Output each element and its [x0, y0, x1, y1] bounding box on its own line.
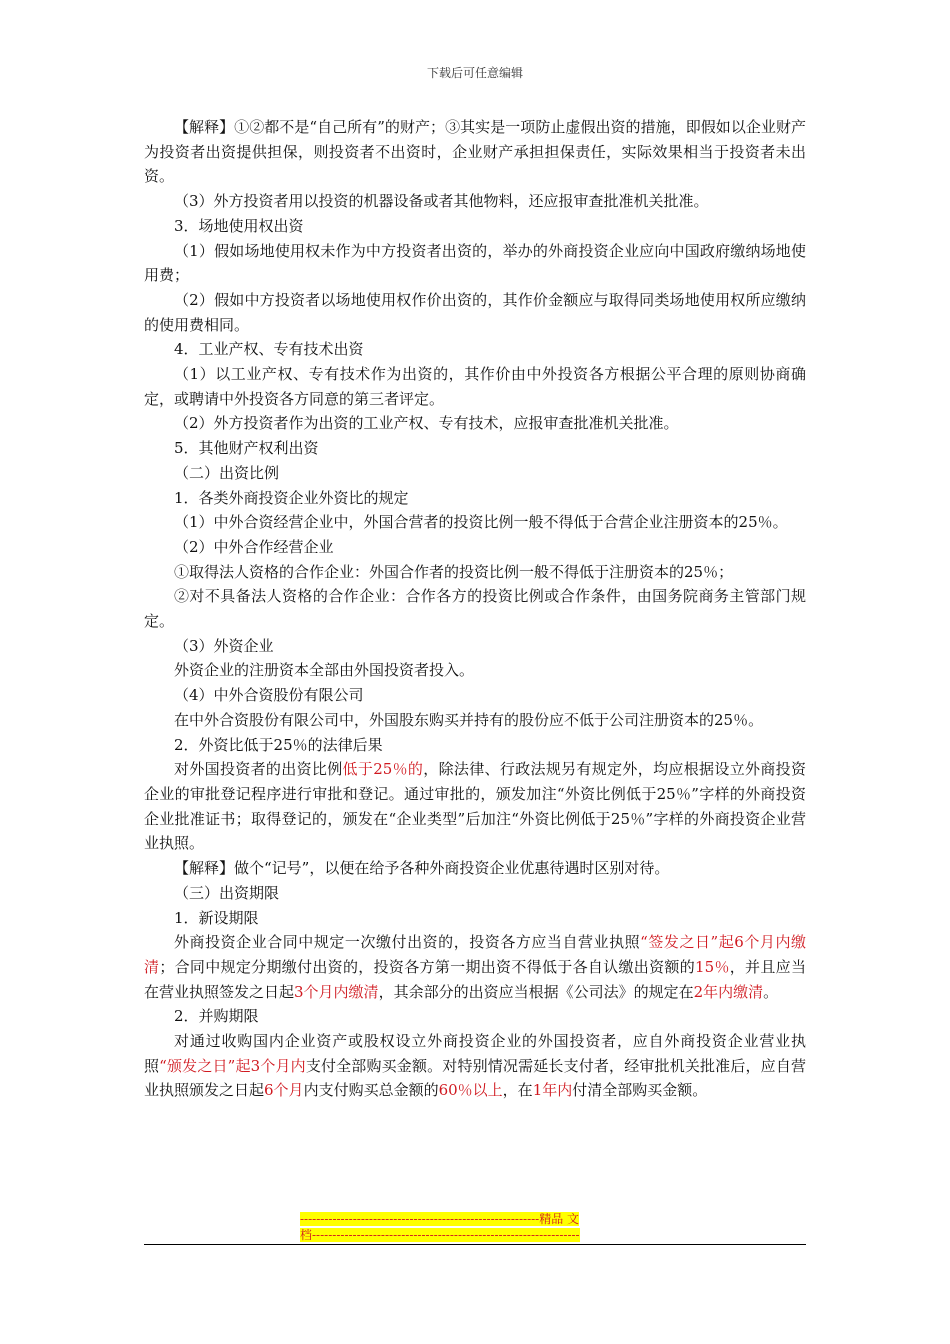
paragraph: [144, 881, 806, 906]
paragraph: [144, 510, 806, 535]
text-run: 支付全部购买金额。对特别情况需延长支付者，经审批机关批准后，应自营业执照颁发之日起: [144, 1056, 806, 1100]
text-run: （1）以工业产权、专有技术作为出资的，其作价由中外投资各方根据公平合理的原则协商确定，或聘请中外投资各方同意的第三者评定。: [144, 365, 806, 408]
text-run: （二）出资比例: [174, 463, 280, 482]
highlighted-text: 6个月: [264, 1081, 304, 1100]
text-run: ，并且应当在营业执照签发之日起: [144, 957, 806, 1001]
text-run: 付清全部购买金额。: [572, 1081, 708, 1100]
footer-rule: [144, 1244, 806, 1245]
paragraph: [144, 461, 806, 486]
paragraph: [144, 362, 806, 411]
paragraph: [144, 288, 806, 337]
paragraph: [144, 411, 806, 436]
document-body: [144, 115, 806, 1103]
text-run: 3．场地使用权出资: [174, 216, 304, 235]
text-run: 。: [763, 982, 779, 1001]
paragraph: [144, 856, 806, 881]
paragraph: [144, 906, 806, 931]
paragraph: [144, 584, 806, 633]
highlighted-text: 15％: [695, 957, 730, 976]
highlighted-text: 60％以上: [438, 1081, 503, 1100]
text-run: ；合同中规定分期缴付出资的，投资各方第一期出资不得低于各自认缴出资额的: [159, 957, 696, 976]
text-run: 2．并购期限: [174, 1007, 259, 1026]
text-run: ②对不具备法人资格的合作企业：合作各方的投资比例或合作条件，由国务院商务主管部门规定。: [144, 587, 806, 631]
paragraph: [144, 486, 806, 511]
paragraph: [144, 115, 806, 189]
highlighted-text: 低于25％的: [342, 760, 424, 779]
text-run: （4）中外合资股份有限公司: [174, 686, 364, 705]
paragraph: [144, 189, 806, 214]
text-run: 1．新设期限: [174, 908, 259, 927]
text-run: 对外国投资者的出资比例: [174, 760, 343, 779]
paragraph: [144, 930, 806, 1004]
paragraph: [144, 436, 806, 461]
page-header: 下载后可任意编辑: [426, 66, 523, 80]
text-run: 内支付购买总金额的: [303, 1081, 439, 1100]
highlighted-text: “签发之日”起6个月内缴清: [144, 933, 806, 976]
text-run: 外商投资企业合同中规定一次缴付出资的，投资各方应当自营业执照: [174, 933, 641, 952]
text-run: （1）中外合资经营企业中，外国合营者的投资比例一般不得低于合营企业注册资本的25％。: [174, 513, 788, 532]
text-run: 外资企业的注册资本全部由外国投资者投入。: [174, 661, 475, 680]
paragraph: [144, 535, 806, 560]
text-run: 【解释】做个“记号”，以便在给予各种外商投资企业优惠待遇时区别对待。: [174, 859, 670, 878]
text-run: （3）外资企业: [174, 636, 274, 655]
text-run: （三）出资期限: [174, 883, 280, 902]
paragraph: [144, 733, 806, 758]
text-run: 【解释】①②都不是“自己所有”的财产；③其实是一项防止虚假出资的措施，即假如以企业财产为投资者出资提供担保，则投资者不出资时，企业财产承担担保责任，实际效果相当于投资者未出资。: [144, 118, 806, 186]
text-run: ，其余部分的出资应当根据《公司法》的规定在: [378, 982, 694, 1001]
text-run: （2）中外合作经营企业: [174, 537, 334, 556]
paragraph: [144, 1004, 806, 1029]
paragraph: [144, 757, 806, 856]
text-run: 5．其他财产权利出资: [174, 439, 319, 458]
paragraph: [144, 708, 806, 733]
paragraph: [144, 658, 806, 683]
highlighted-text: “颁发之日”起3个月内: [159, 1056, 306, 1075]
highlighted-text: 1年内: [532, 1081, 573, 1100]
footer-line-2: 档------------------------------------------------------------------: [300, 1228, 580, 1242]
paragraph: [144, 560, 806, 585]
paragraph: [144, 634, 806, 659]
text-run: 在中外合资股份有限公司中，外国股东购买并持有的股份应不低于公司注册资本的25％。: [174, 710, 764, 729]
text-run: 4．工业产权、专有技术出资: [174, 340, 364, 359]
text-run: （2）假如中方投资者以场地使用权作价出资的，其作价金额应与取得同类场地使用权所应缴纳的使用费相同。: [144, 290, 806, 334]
text-run: （1）假如场地使用权未作为中方投资者出资的，举办的外商投资企业应向中国政府缴纳场地使用费；: [144, 241, 806, 285]
text-run: ①取得法人资格的合作企业：外国合作者的投资比例一般不得低于注册资本的25％；: [174, 562, 734, 581]
text-run: 2．外资比低于25％的法律后果: [174, 735, 383, 754]
paragraph: [144, 683, 806, 708]
paragraph: [144, 239, 806, 288]
text-run: （2）外方投资者作为出资的工业产权、专有技术，应报审查批准机关批准。: [174, 414, 679, 433]
paragraph: [144, 214, 806, 239]
footer-watermark: [300, 1211, 652, 1243]
text-run: ，在: [502, 1081, 533, 1100]
highlighted-text: 2年内缴清: [693, 982, 764, 1001]
text-run: 1．各类外商投资企业外资比的规定: [174, 488, 409, 507]
text-run: ，除法律、行政法规另有规定外，均应根据设立外商投资企业的审批登记程序进行审批和登记。通过审批的，颁发加注“外资比例低于25％”字样的外商投资企业批准证书；取得登记的，颁发在“企业类型”后加注“外资比例低于25％”字样的外商投资企业营业执照。: [144, 760, 806, 853]
footer-line-1: -----------------------------------------------------------精品 文: [300, 1212, 580, 1226]
paragraph: [144, 337, 806, 362]
paragraph: [144, 1029, 806, 1103]
highlighted-text: 3个月内缴清: [294, 982, 379, 1001]
text-run: （3）外方投资者用以投资的机器设备或者其他物料，还应报审查批准机关批准。: [174, 192, 709, 211]
text-run: 对通过收购国内企业资产或股权设立外商投资企业的外国投资者，应自外商投资企业营业执照: [144, 1032, 806, 1075]
